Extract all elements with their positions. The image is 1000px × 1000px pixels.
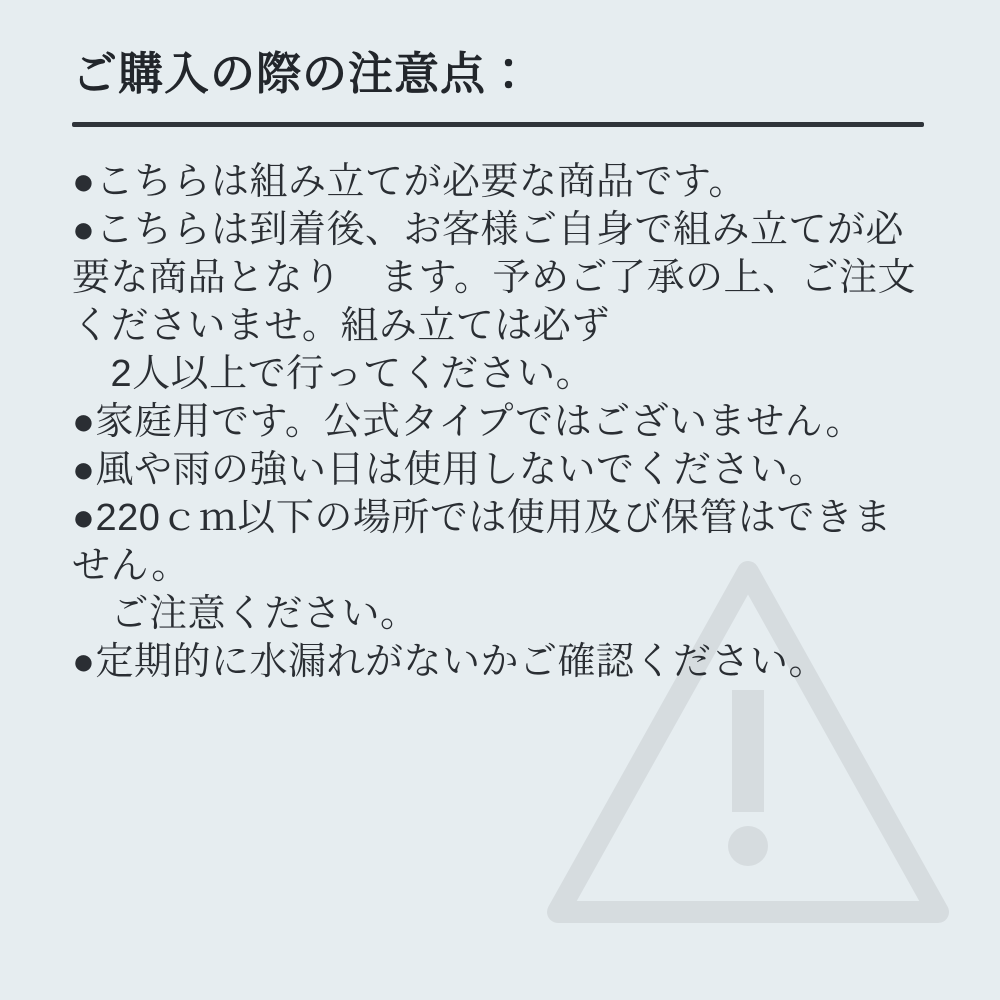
notice-line: ●220ｃｍ以下の場所では使用及び保管はできま (72, 497, 892, 539)
title-underline (72, 122, 924, 127)
notice-line: ●家庭用です。公式タイプではございません。 (72, 401, 864, 443)
notice-line: 2人以上で行ってください。 (72, 353, 595, 395)
notice-line: ご注意ください。 (72, 593, 419, 635)
exclamation-dot (728, 826, 768, 866)
notice-list (72, 158, 932, 686)
notice-content (72, 46, 932, 686)
exclamation-bar (732, 690, 764, 812)
notice-line: ●風や雨の強い日は使用しないでください。 (72, 449, 827, 491)
notice-line: ●こちらは組み立てが必要な商品です。 (72, 161, 747, 203)
notice-line: せん。 (72, 545, 190, 587)
notice-line: ●こちらは到着後、お客様ご自身で組み立てが必 (72, 209, 904, 251)
notice-line: ●定期的に水漏れがないかご確認ください。 (72, 641, 827, 683)
page-title: ご購入の際の注意点： (72, 48, 533, 99)
notice-line: くださいませ。組み立ては必ず (72, 305, 610, 347)
notice-line: 要な商品となり ます。予めご了承の上、ご注文 (72, 257, 916, 299)
